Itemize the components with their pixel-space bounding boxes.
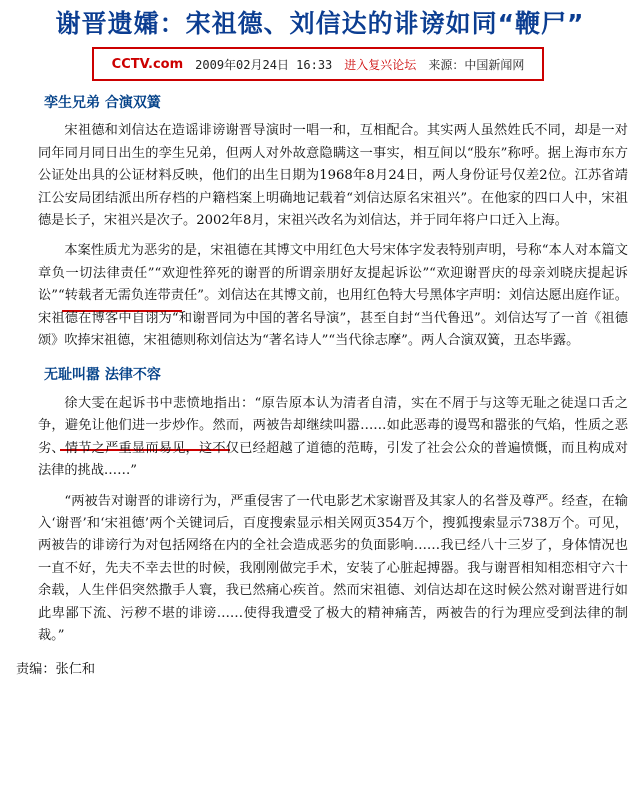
editor-credit: 责编：张仁和 — [16, 662, 96, 678]
article-paragraph: “两被告对谢晋的诽谤行为，严重侵害了一代电影艺术家谢晋及其家人的名誉及尊严。经查，在输入‘谢晋’和‘宋祖德’两个关键词后，百度搜索显示相关网页354万个，搜狐搜索显示738万个。可见，两被告的诽谤行为对包括网络在内的全社会造成恶劣的负面影响……我已经八十三岁了，身体情况也一直不好，先夫不幸去世的时候，我刚刚做完手术，安装了心脏起搏器。我与谢晋相知相恋相守六十余载，人生伴侣突然撒手人寰，我已然痛心疾首。然而宋祖德、刘信达却在这时候公然对谢晋进行如此卑鄙下流、污秽不堪的诽谤……使得我遭受了极大的精神痛苦，两被告的行为理应受到法律的制裁。” — [38, 493, 628, 643]
source-label: 来源：中国新闻网 — [428, 57, 525, 72]
article-body — [16, 92, 628, 682]
article-paragraph: 徐大雯在起诉书中悲愤地指出：“原告原本认为清者自清，实在不屑于与这等无耻之徒逞口舌之争，避免让他们进一步炒作。然而，两被告却继续叫嚣……如此恶毒的谩骂和嚣张的气焰，性质之恶劣、情节之严重显而易见，这不仅已经超越了道德的范畴，引发了社会公众的普遍愤慨，而且构成对法律的挑战……” — [38, 395, 628, 479]
section-heading: 无耻叫嚣 法律不容 — [44, 367, 161, 384]
cctv-logo[interactable]: CCTV.com — [111, 56, 184, 72]
article-paragraph: 本案性质尤为恶劣的是，宋祖德在其博文中用红色大号宋体字发表特别声明，号称“本人对本篇文章负一切法律责任”“欢迎性猝死的谢晋的所谓亲朋好友提起诉讼”“欢迎谢晋庆的母亲刘晓庆提起诉讼”“转载者无需负连带责任”。刘信达在其博文前，也用红色特大号黑体字声明：刘信达愿出庭作证。宋祖德在博客中自诩为“和谢晋同为中国的著名导演”，甚至自封“当代鲁迅”。刘信达写了一首《祖德颂》吹捧宋祖德，宋祖德则称刘信达为“著名诗人”“当代徐志摩”。两人合演双簧，丑态毕露。 — [38, 243, 628, 349]
forum-link[interactable]: 进入复兴论坛 — [344, 57, 417, 72]
article-meta-bar — [92, 47, 544, 81]
article-headline: 谢晋遗孀：宋祖德、刘信达的诽谤如同“鞭尸” — [55, 9, 585, 38]
article-paragraph: 宋祖德和刘信达在造谣诽谤谢晋导演时一唱一和，互相配合。其实两人虽然姓氏不同，却是一对同年同月同日出生的孪生兄弟，但两人对外故意隐瞒这一事实，相互间以“股东”称呼。据上海市东方公证处出具的公证材料反映，他们的出生日期为1968年8月24日，两人身份证号仅差2位。江苏省靖江公安局团结派出所存档的户籍档案上明确地记载着“刘信达原名宋祖兴”。在他家的四口人中，宋祖德是长子，宋祖兴是次子。2002年8月，宋祖兴改名为刘信达，并于同年将户口迁入上海。 — [38, 123, 628, 229]
publish-date: 2009年02月24日 16:33 — [195, 57, 333, 72]
section-heading: 孪生兄弟 合演双簧 — [44, 95, 161, 111]
